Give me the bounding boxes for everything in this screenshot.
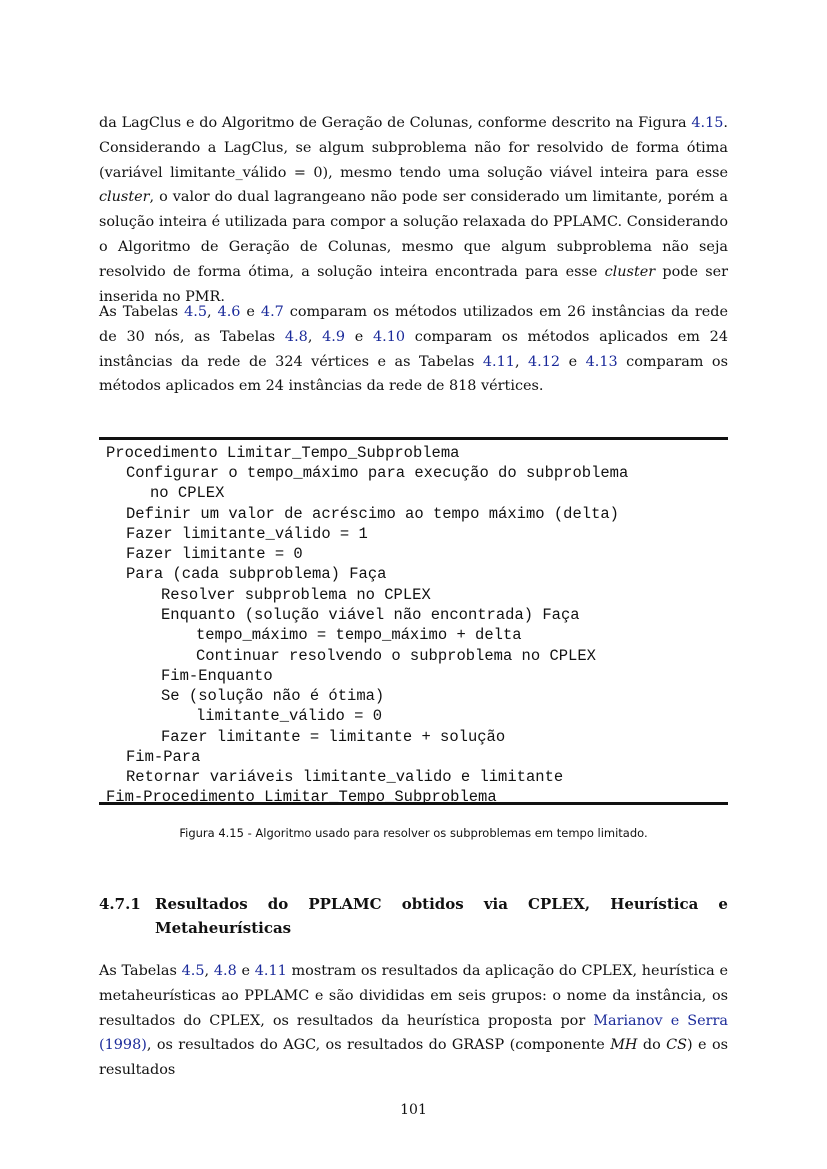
table-ref-link[interactable]: 4.8 bbox=[213, 963, 237, 979]
table-ref-link[interactable]: 4.12 bbox=[528, 353, 561, 370]
figure-ref-link[interactable]: 4.15 bbox=[691, 115, 724, 131]
algorithm-line: Procedimento Limitar_Tempo_Subproblema bbox=[106, 444, 460, 462]
table-ref-link[interactable]: 4.8 bbox=[284, 328, 308, 345]
paragraph-2: As Tabelas 4.5, 4.6 e 4.7 comparam os métodos utilizados em 26 instâncias da rede de 30 nós, as Tabelas 4.8, 4.9 e 4.10 comparam os métodos aplicados em 24 instâncias da rede de 324 vértices e as Tabelas 4.11, 4.12 e 4.13 comparam os métodos aplicados em 24 instâncias da rede de 818 vértices. bbox=[99, 304, 728, 395]
table-ref-link[interactable]: 4.7 bbox=[260, 304, 284, 320]
algorithm-line: Fim-Enquanto bbox=[161, 667, 273, 685]
table-ref-link[interactable]: 4.10 bbox=[373, 328, 406, 345]
section-title-word: Heurística bbox=[610, 895, 699, 913]
figure-caption: Figura 4.15 - Algoritmo usado para resolver os subproblemas em tempo limitado. bbox=[179, 826, 648, 840]
table-ref-link[interactable]: 4.11 bbox=[482, 353, 515, 370]
algorithm-line: Fazer limitante = 0 bbox=[126, 545, 303, 563]
section-title-line-2: Metaheurísticas bbox=[155, 919, 292, 937]
section-title-word: e bbox=[718, 895, 728, 913]
algorithm-line: Fim-Para bbox=[126, 748, 201, 766]
table-ref-link[interactable]: 4.9 bbox=[322, 328, 346, 345]
table-ref-link[interactable]: 4.13 bbox=[585, 353, 618, 370]
algorithm-line: Definir um valor de acréscimo ao tempo máximo (delta) bbox=[126, 505, 619, 523]
algorithm-line: Enquanto (solução viável não encontrada) Faça bbox=[161, 606, 580, 624]
section-number: 4.7.1 bbox=[99, 895, 141, 913]
algorithm-line: Para (cada subproblema) Faça bbox=[126, 565, 387, 583]
table-ref-link[interactable]: 4.6 bbox=[217, 304, 241, 320]
section-title-word: obtidos bbox=[401, 895, 464, 913]
table-ref-link[interactable]: 4.5 bbox=[181, 963, 205, 979]
section-title-word: via bbox=[483, 895, 508, 913]
section-title-word: Resultados bbox=[155, 895, 248, 913]
table-ref-link[interactable]: 4.11 bbox=[254, 963, 287, 979]
paragraph-3: As Tabelas 4.5, 4.8 e 4.11 mostram os resultados da aplicação do CPLEX, heurística e metaheurísticas ao PPLAMC e são divididas em seis grupos: o nome da instância, os resultados do CPLEX, os resultados da heurística proposta por Marianov e Serra (1998), os resultados do AGC, os resultados do GRASP (componente MH do CS) e os resultados bbox=[99, 963, 728, 1079]
algorithm-line: Fazer limitante_válido = 1 bbox=[126, 525, 368, 543]
section-title-word: PPLAMC bbox=[308, 895, 382, 913]
paragraph-1: da LagClus e do Algoritmo de Geração de Colunas, conforme descrito na Figura 4.15. Considerando a LagClus, se algum subproblema não for resolvido de forma ótima (variável limitante_válido = 0), mesmo tendo uma solução viável inteira para esse cluster, o valor do dual lagrangeano não pode ser considerado um limitante, porém a solução inteira é utilizada para compor a solução relaxada do PPLAMC. Considerando o Algoritmo de Geração de Colunas, mesmo que algum subproblema não seja resolvido de forma ótima, a solução inteira encontrada para esse cluster pode ser inserida no PMR. bbox=[99, 115, 728, 305]
algorithm-line: Continuar resolvendo o subproblema no CPLEX bbox=[196, 647, 596, 665]
algorithm-box bbox=[99, 437, 728, 805]
algorithm-line: Se (solução não é ótima) bbox=[161, 687, 385, 705]
page-number: 101 bbox=[400, 1102, 427, 1118]
algorithm-line: no CPLEX bbox=[150, 484, 225, 502]
citation-link[interactable]: Marianov e Serra (1998) bbox=[99, 1012, 728, 1054]
algorithm-line: Retornar variáveis limitante_valido e limitante bbox=[126, 768, 564, 786]
algorithm-line: limitante_válido = 0 bbox=[196, 707, 383, 725]
section-title bbox=[155, 892, 728, 940]
table-ref-link[interactable]: 4.5 bbox=[184, 304, 207, 320]
algorithm-line: tempo_máximo = tempo_máximo + delta bbox=[196, 626, 522, 644]
algorithm-line: Fim-Procedimento Limitar_Tempo_Subproblema bbox=[106, 788, 497, 806]
algorithm-line: Configurar o tempo_máximo para execução do subproblema bbox=[126, 464, 629, 482]
algorithm-line: Resolver subproblema no CPLEX bbox=[161, 586, 431, 604]
section-title-word: do bbox=[267, 895, 289, 913]
algorithm-line: Fazer limitante = limitante + solução bbox=[161, 728, 506, 746]
section-title-word: CPLEX, bbox=[528, 895, 591, 913]
